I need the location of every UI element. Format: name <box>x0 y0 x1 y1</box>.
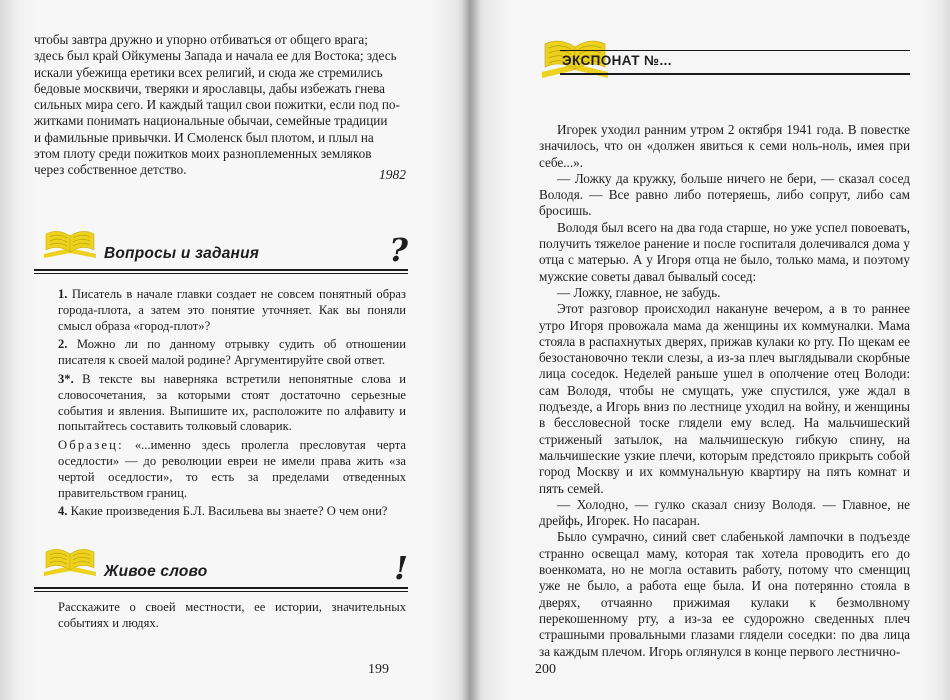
text-line: сильных мира сего. И каждый тащил свои пожитки, если под по- <box>34 97 400 113</box>
text-line: искали убежища еретики всех религий, и сюда же стремились <box>34 64 383 80</box>
question-item <box>58 504 406 520</box>
task-text: Расскажите о своей местности, ее истории, значительных событиях и людях. <box>58 600 406 630</box>
paragraph: — Ложку, главное, не забудь. <box>557 284 721 300</box>
questions-section-header <box>34 222 408 274</box>
speech-section-header <box>34 540 408 592</box>
text-line: здесь был край Ойкумены Запада и начала ее для Востока; здесь <box>34 48 397 64</box>
questions-list <box>58 287 406 523</box>
question-item <box>58 372 406 435</box>
section-title: Живое слово <box>104 563 208 580</box>
paragraph: — Холодно, — гулко сказал снизу Володя. — Главное, не дрейфь, Игорек. Но пасаран. <box>539 496 910 529</box>
section-title: Вопросы и задания <box>104 245 260 262</box>
text-line: через собственное детство. <box>34 162 187 178</box>
question-text: Писатель в начале главки создает не совсем понятный образ города-плота, а затем это понятие уточняет. Как вы поняли смысл образа «город-плот»? <box>58 287 406 333</box>
paragraph: Этот разговор происходил накануне вечером, а в то раннее утро Игоря провожала мама да женщины их коммуналки. Мама стояла в распахнутых дверях, прижав кулаки ко рту. По щекам ее безостановочно текли слезы, а из-за плеч выглядывали скорбные лица соседок. Неделей раньше ушел в ополчение отец Володи: сам Володя, чтобы не смущать, уже спустился, уже ждал в подъезде, а Игорь вниз по лестнице уходил на войну, и женщины в бессловесной тоске глядели ему вслед. На мальчишеский стриженый затылок, на мальчишескую гибкую спину, на мальчишеские узкие плечи, которым предстояло прикрыть собой город Москву и их коммунальную квартиру на пять комнат и пять семей. <box>539 301 910 496</box>
page-left <box>0 0 470 700</box>
divider <box>34 273 408 274</box>
text-line: и фамильные привычки. И Смоленск был плотом, и плыл на <box>34 129 374 145</box>
question-text: Можно ли по данному отрывку судить об отношении писателя к своей малой родине? Аргументируйте свой ответ. <box>58 337 407 368</box>
paragraph: — Ложку да кружку, больше ничего не бери, — сказал сосед Володя. — Все равно либо потеряешь, либо сопрут, либо сам бросишь. <box>539 170 910 219</box>
question-number: 1. <box>58 287 68 301</box>
question-item <box>58 438 406 501</box>
page-number: 199 <box>368 662 389 677</box>
paragraph: Игорек уходил ранним утром 2 октября 1941 года. В повестке значилось, что он «должен явиться к семи ноль-ноль, имея при себе...». <box>539 122 910 170</box>
paragraph: Володя был всего на два года старше, но уже успел повоевать, получить тяжелое ранение и после госпиталя долечивался дома у отца с матерью. А у Игоря отца не было, только мама, и поэтому мужские советы давал бывалый сосед: <box>539 219 910 284</box>
divider <box>34 587 408 589</box>
question-number: 2. <box>58 337 68 352</box>
text-line: этом плоту среди пожитков моих разноплеменных земляков <box>34 146 372 162</box>
example-prefix: Образец: <box>58 438 124 453</box>
page-number: 200 <box>535 662 556 677</box>
question-number: 4. <box>58 504 68 519</box>
divider <box>34 591 408 592</box>
question-text: Какие произведения Б.Л. Васильева вы знаете? О чем они? <box>70 504 388 519</box>
story-text <box>539 122 910 660</box>
question-number: 3*. <box>58 371 74 386</box>
question-text: В тексте вы наверняка встретили непонятные слова и словосочетания, за которыми стоят достаточно серьезные события и явления. Выпишите их, расположите по алфавиту и попытайтесь составить толковый словарик. <box>58 371 406 434</box>
opening-text <box>34 32 406 179</box>
paragraph: Было сумрачно, синий свет слабенькой лампочки в подъезде странно освещал маму, которая так хотела проводить его до военкомата, но не могла оставить работу, потому что сменщиц уже не было, а работа еще была. И она потерянно стояла в дверях, отчаянно прижимая кулаки к безмолвному перекошенному рту, а из-за ее судорожно сведенных плеч страшными провальными глазами глядели соседки: по два лица за каждым плечом. Игорь оглянулся в конце первого лестнично- <box>539 529 910 659</box>
divider <box>34 269 408 271</box>
year-signature: 1982 <box>379 167 406 182</box>
open-book-icon <box>40 544 100 580</box>
text-line: чтобы завтра дружно и упорно отбиваться от общего врага; <box>34 32 368 47</box>
exclamation-mark: ! <box>393 549 408 587</box>
question-item <box>58 287 406 334</box>
text-line: житками понимать национальные обычаи, семейные традиции <box>34 113 388 129</box>
text-line: бедовые москвичи, тверяки и ярославцы, дабы избежать гнева <box>34 80 386 96</box>
question-item <box>58 337 406 369</box>
speech-task-text <box>58 600 406 632</box>
book-gutter <box>462 0 480 700</box>
divider <box>560 73 910 75</box>
question-mark: ? <box>389 231 408 269</box>
question-text: «...именно здесь пролегла пресловутая черта оседлости» — до революции евреи не имели права жить «за чертой оседлости», то есть за пределами отведенных правительством границ. <box>58 438 406 500</box>
exhibit-header <box>540 38 910 84</box>
exhibit-label: ЭКСПОНАТ №... <box>562 53 672 68</box>
open-book-icon <box>40 226 100 262</box>
divider <box>560 50 910 51</box>
